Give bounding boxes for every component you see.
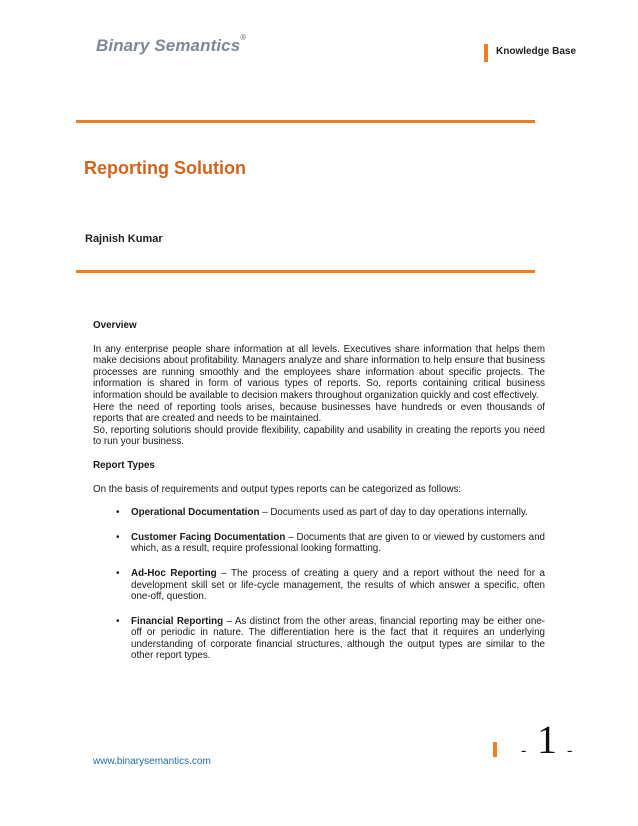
document-body <box>93 320 545 675</box>
top-divider <box>76 120 535 123</box>
footer-marker-bar <box>493 742 497 757</box>
overview-paragraph-2: Here the need of reporting tools arises, because businesses have hundreds or even thousands of reports that are created and needs to be maintained. <box>93 401 545 425</box>
company-logo <box>96 33 247 56</box>
list-item <box>93 568 545 603</box>
report-types-list <box>93 507 545 662</box>
page-number-dash-left: - <box>521 742 527 759</box>
bullet-icon: • <box>116 615 120 627</box>
section-marker-bar <box>484 44 488 62</box>
report-type-desc: – As distinct from the other areas, financial reporting may be either one-off or periodic in nature. The differentiation here is the fact that it requires an underlying understanding of corporate financial structures, although the output types are similar to the other report types. <box>131 615 545 662</box>
section-label: Knowledge Base <box>496 46 577 57</box>
report-type-term: Ad-Hoc Reporting <box>131 567 217 579</box>
bullet-icon: • <box>116 531 120 543</box>
document-author: Rajnish Kumar <box>85 233 163 245</box>
overview-paragraph-1: In any enterprise people share information at all levels. Executives share information that helps them make decisions about profitability. Managers analyze and share information to help ensure that business processes are running smoothly and the employees share information about specific projects. The information is shared in form of various types of reports. So, reports containing critical business information should be available to decision makers throughout organization quickly and cost effectively. <box>93 343 545 401</box>
header-divider <box>76 270 535 273</box>
report-type-term: Financial Reporting <box>131 615 224 627</box>
bullet-icon: • <box>116 507 120 519</box>
footer-website-link[interactable]: www.binarysemantics.com <box>93 756 211 767</box>
list-item <box>93 616 545 662</box>
document-title: Reporting Solution <box>84 158 246 178</box>
page-number: 1 <box>537 717 557 762</box>
report-type-term: Operational Documentation <box>131 507 260 519</box>
page-number-dash-right: - <box>567 742 573 759</box>
logo-text: Binary Semantics <box>96 36 241 55</box>
registered-mark: ® <box>240 33 247 42</box>
report-type-term: Customer Facing Documentation <box>131 531 286 543</box>
overview-heading: Overview <box>93 320 137 331</box>
report-types-intro: On the basis of requirements and output types reports can be categorized as follows: <box>93 483 462 495</box>
report-type-desc: – Documents used as part of day to day operations internally. <box>259 507 528 519</box>
report-types-heading: Report Types <box>93 459 155 471</box>
list-item <box>93 507 545 519</box>
bullet-icon: • <box>116 567 120 579</box>
report-type-desc: – Documents that are given to or viewed by customers and which, as a result, require professional looking formatting. <box>131 531 545 555</box>
list-item <box>93 532 545 555</box>
overview-paragraph-3: So, reporting solutions should provide flexibility, capability and usability in creating the reports you need to run your business. <box>93 424 545 448</box>
report-type-desc: – The process of creating a query and a report without the need for a development skill set or life-cycle management, the results of which answer a specific, often one-off, question. <box>131 567 545 603</box>
